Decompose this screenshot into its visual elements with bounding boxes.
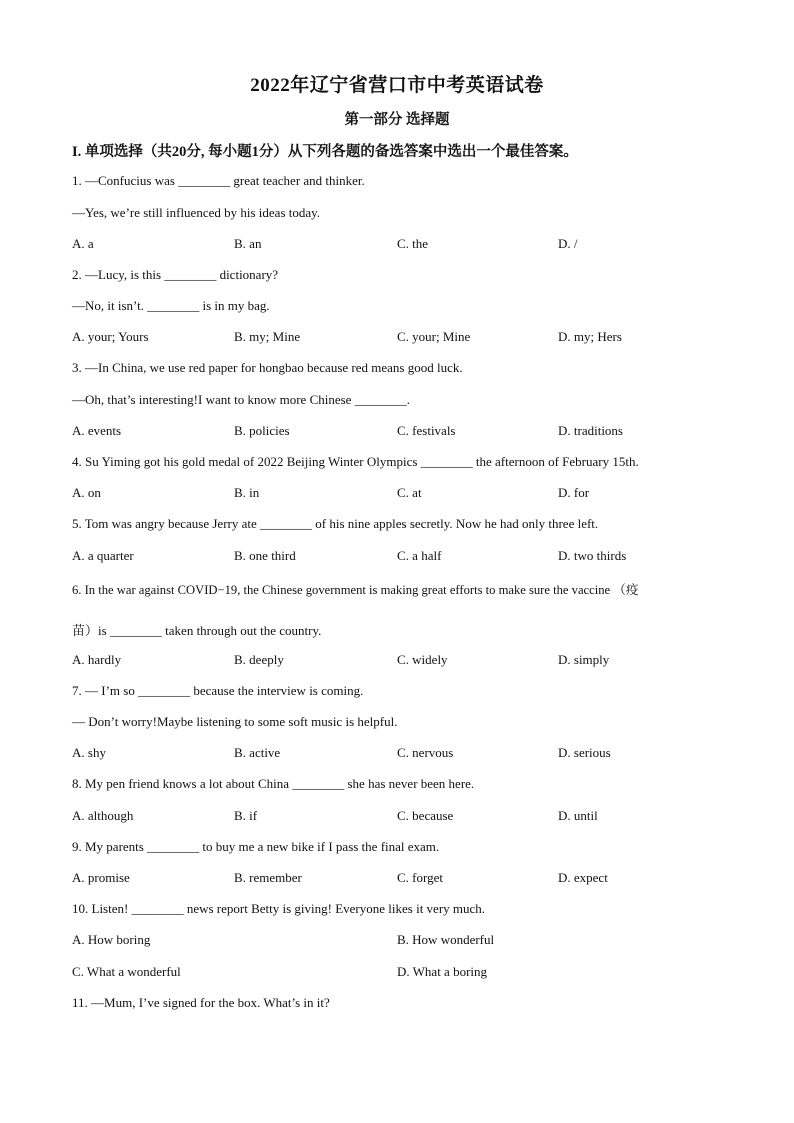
q9-option-a: A. promise (72, 870, 130, 885)
question-8-stem: 8. My pen friend knows a lot about China ________ she has never been here. (72, 776, 475, 791)
q8-option-a: A. although (72, 808, 134, 823)
q2-option-a: A. your; Yours (72, 329, 149, 344)
q2-option-c: C. your; Mine (397, 329, 471, 344)
q3-option-d: D. traditions (558, 423, 623, 438)
q4-option-b: B. in (234, 485, 260, 500)
q4-option-c: C. at (397, 485, 422, 500)
q1-option-d: D. / (558, 236, 578, 251)
question-2-reply: —No, it isn’t. ________ is in my bag. (72, 298, 270, 313)
question-2-stem: 2. —Lucy, is this ________ dictionary? (72, 267, 279, 282)
q1-option-a: A. a (72, 236, 94, 251)
q4-option-d: D. for (558, 485, 590, 500)
q9-option-b: B. remember (234, 870, 302, 885)
q6-option-b: B. deeply (234, 652, 284, 667)
q2-option-d: D. my; Hers (558, 329, 622, 344)
q1-option-b: B. an (234, 236, 262, 251)
q1-option-c: C. the (397, 236, 429, 251)
q10-option-d: D. What a boring (397, 964, 488, 979)
q6-option-c: C. widely (397, 652, 448, 667)
question-6-stem: 6. In the war against COVID−19, the Chinese government is making great efforts to make sure the vaccine （疫 (72, 583, 639, 597)
question-7-stem: 7. — I’m so ________ because the interview is coming. (72, 683, 364, 698)
q7-option-c: C. nervous (397, 745, 454, 760)
q3-option-c: C. festivals (397, 423, 456, 438)
q7-option-b: B. active (234, 745, 281, 760)
question-9-stem: 9. My parents ________ to buy me a new bike if I pass the final exam. (72, 839, 440, 854)
question-6-stem-cont: 苗）is ________ taken through out the country. (72, 623, 322, 638)
q3-option-b: B. policies (234, 423, 290, 438)
instruction: I. 单项选择（共20分, 每小题1分）从下列各题的备选答案中选出一个最佳答案。 (72, 144, 578, 160)
q5-option-a: A. a quarter (72, 548, 134, 563)
q4-option-a: A. on (72, 485, 101, 500)
q5-option-b: B. one third (234, 548, 296, 563)
q10-option-a: A. How boring (72, 932, 151, 947)
q7-option-d: D. serious (558, 745, 611, 760)
question-10-stem: 10. Listen! ________ news report Betty is giving! Everyone likes it very much. (72, 901, 486, 916)
q10-option-c: C. What a wonderful (72, 964, 181, 979)
question-11-stem: 11. —Mum, I’ve signed for the box. What’s in it? (72, 995, 330, 1010)
q2-option-b: B. my; Mine (234, 329, 301, 344)
question-1-stem: 1. —Confucius was ________ great teacher and thinker. (72, 173, 365, 188)
question-1-reply: —Yes, we’re still influenced by his ideas today. (72, 205, 321, 220)
q9-option-c: C. forget (397, 870, 443, 885)
q7-option-a: A. shy (72, 745, 106, 760)
question-3-stem: 3. —In China, we use red paper for hongbao because red means good luck. (72, 360, 463, 375)
q5-option-d: D. two thirds (558, 548, 627, 563)
question-3-reply: —Oh, that’s interesting!I want to know more Chinese ________. (72, 392, 410, 407)
q8-option-c: C. because (397, 808, 454, 823)
q5-option-c: C. a half (397, 548, 442, 563)
q8-option-b: B. if (234, 808, 258, 823)
question-7-reply: — Don’t worry!Maybe listening to some soft music is helpful. (72, 714, 398, 729)
q10-option-b: B. How wonderful (397, 932, 495, 947)
page-title: 2022年辽宁省营口市中考英语试卷 (250, 75, 544, 96)
q9-option-d: D. expect (558, 870, 608, 885)
section-title: 第一部分 选择题 (344, 112, 450, 128)
question-5-stem: 5. Tom was angry because Jerry ate ________ of his nine apples secretly. Now he had only three left. (72, 516, 599, 531)
q6-option-a: A. hardly (72, 652, 122, 667)
q8-option-d: D. until (558, 808, 598, 823)
question-4-stem: 4. Su Yiming got his gold medal of 2022 Beijing Winter Olympics ________ the afternoon of February 15th. (72, 454, 639, 469)
q3-option-a: A. events (72, 423, 122, 438)
q6-option-d: D. simply (558, 652, 610, 667)
